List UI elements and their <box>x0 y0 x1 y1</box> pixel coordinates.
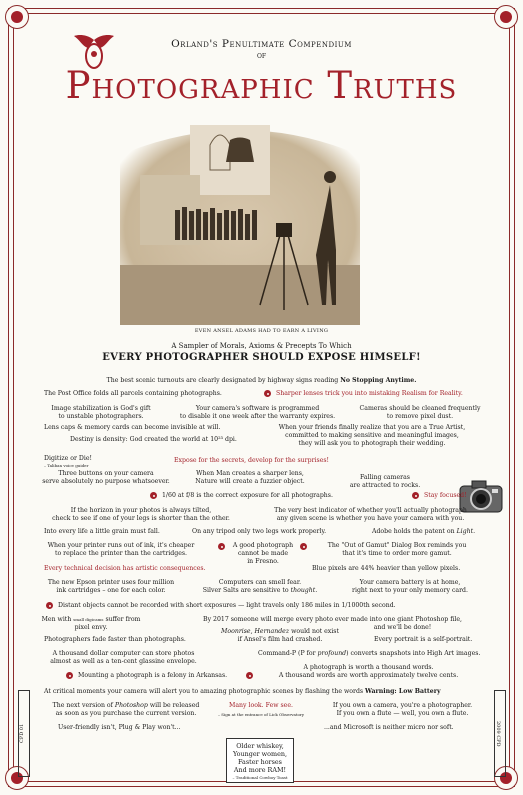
truth-three-buttons: Three buttons on your camera serve absolutely no purpose whatsoever. <box>42 470 170 485</box>
truth-user-friendly: User-friendly isn't, Plug & Play won't... <box>58 724 181 731</box>
truth-battery-home: Your camera battery is at home, right next to your only memory card. <box>352 579 468 594</box>
side-code-right: 2009 CPD <box>494 690 506 777</box>
bullet-icon <box>412 492 419 499</box>
intro-headline: EVERY PHOTOGRAPHER SHOULD EXPOSE HIMSELF! <box>102 352 421 363</box>
truth-self-portrait: Every portrait is a self-portrait. <box>374 636 473 643</box>
truth-distant-objects: Distant objects cannot be recorded with short exposures — light travels only 186 miles in 1/1000th second. <box>58 602 396 609</box>
truth-grain: Into every life a little grain must fall. <box>44 528 160 535</box>
truth-fade-faster: Photographers fade faster than photographs. <box>44 636 186 643</box>
corner-ornament <box>494 5 518 29</box>
truth-sixty-f8: 1/60 at f/8 is the correct exposure for all photographs. <box>162 492 333 499</box>
truth-post-office: The Post Office folds all parcels containing photographs. <box>44 390 222 397</box>
truth-sharper-lenses: Sharper lenses trick you into mistaking Realism for Reality. <box>276 390 463 397</box>
truth-expose-secrets: Expose for the secrets, develop for the surprises! <box>174 457 330 464</box>
truth-tilted-horizon: If the horizon in your photos is always tilted, check to see if one of your legs is shorter than the other. <box>52 507 230 522</box>
compendium-line: Orland's Penultimate Compendium <box>171 38 352 50</box>
truth-arkansas: Mounting a photograph is a felony in Arkansas. <box>78 672 228 679</box>
truth-many-look: Many look. Few see. <box>229 702 293 709</box>
truth-destiny-density: Destiny is density: God created the world at 10²³ dpi. <box>70 436 237 443</box>
bullet-icon <box>66 672 73 679</box>
bullet-icon <box>46 602 53 609</box>
sepia-photograph <box>100 115 380 325</box>
photo-caption: EVEN ANSEL ADAMS HAD TO EARN A LIVING <box>194 328 329 334</box>
of-line: of <box>256 51 267 61</box>
truth-out-of-gamut: The "Out of Gamut" Dialog Box reminds you that it's time to order more gamut. <box>327 542 467 557</box>
truth-giant-photoshop-file: By 2017 someone will merge every photo ever made into one giant Photoshop file, and we'll be done! <box>203 616 462 631</box>
truth-blue-pixels: Blue pixels are 44% heavier than yellow pixels. <box>312 565 461 572</box>
truth-fresno: A good photograph cannot be made in Fresno. <box>232 542 294 565</box>
truth-low-battery: At critical moments your camera will alert you to amazing photographic scenes by flashing the words Warning: Low Battery <box>44 688 441 695</box>
truth-adobe-light: Adobe holds the patent on Light. <box>372 528 476 535</box>
cowboy-toast-box: Older whiskey, Younger women, Faster horses And more RAM! – Traditional Cowboy Toast <box>226 738 294 783</box>
truth-falling-cameras: Falling cameras are attracted to rocks. <box>349 474 421 489</box>
bullet-icon <box>246 672 253 679</box>
truth-printer-ink: When your printer runs out of ink, it's cheaper to replace the printer than the cartridges. <box>47 542 195 557</box>
truth-pixel-envy: Men with small digicams suffer from pixel envy. <box>41 616 141 631</box>
bullet-icon <box>300 543 307 550</box>
truth-software: Your camera's software is programmed to disable it one week after the warranty expires. <box>179 405 336 420</box>
truth-microsoft: ...and Microsoft is neither micro nor soft. <box>324 724 454 731</box>
truth-image-stabilization: Image stabilization is God's gift to unstable photographers. <box>51 405 151 420</box>
truth-thousand-words: A photograph is worth a thousand words. A thousand words are worth approximately twelve cents. <box>278 664 459 679</box>
truth-scenic-turnouts: The best scenic turnouts are clearly designated by highway signs reading No Stopping Anytime. <box>106 377 417 384</box>
truth-many-look-source: – Sign at the entrance of Lick Observatory <box>217 712 305 717</box>
truth-digitize-source: – Taliban voice guider <box>44 463 89 468</box>
truth-technical-decision: Every technical decision has artistic consequences. <box>44 565 206 572</box>
bullet-icon <box>218 543 225 550</box>
truth-flute: If you own a camera, you're a photographer. If you own a flute — well, you own a flute. <box>332 702 473 717</box>
truth-digitize: Digitize or Die! <box>44 455 92 462</box>
truth-tripod: On any tripod only two legs work properly. <box>192 528 327 535</box>
corner-ornament <box>5 5 29 29</box>
truth-next-photoshop: The next version of Photoshop will be released as soon as you purchase the current version. <box>52 702 200 717</box>
truth-stay-focused: Stay focused! <box>424 492 467 499</box>
truth-lens-caps: Lens caps & memory cards can become invisible at will. <box>44 424 221 431</box>
truth-epson: The new Epson printer uses four million ink cartridges – one for each color. <box>47 579 175 594</box>
intro-subhead: A Sampler of Morals, Axioms & Precepts To Which <box>171 342 352 350</box>
truth-glassine: A thousand dollar computer can store photos almost as well as a ten-cent glassine envelope. <box>50 650 197 665</box>
truth-command-p: Command-P (P for profound) converts snapshots into High Art images. <box>258 650 481 657</box>
bullet-icon <box>264 390 271 397</box>
bullet-icon <box>150 492 157 499</box>
poster-title: Photographic Truths <box>65 64 458 107</box>
truth-sharper-lens-nature: When Man creates a sharper lens, Nature will create a fuzzier object. <box>195 470 305 485</box>
truth-moonrise: Moonrise, Hernandez would not exist if Ansel's film had crashed. <box>221 628 339 643</box>
truth-camera-with-you: The very best indicator of whether you'll actually photograph any given scene is whether you have your camera with you. <box>274 507 467 522</box>
truth-smell-fear: Computers can smell fear. Silver Salts are sensitive to thought. <box>202 579 318 594</box>
truth-pixel-dust: Cameras should be cleaned frequently to remove pixel dust. <box>359 405 481 420</box>
side-code-left: CPD 01 <box>18 690 30 777</box>
truth-true-artist: When your friends finally realize that you are a True Artist, committed to making sensitive and meaningful images, they will ask you to photograph their wedding. <box>278 424 466 447</box>
